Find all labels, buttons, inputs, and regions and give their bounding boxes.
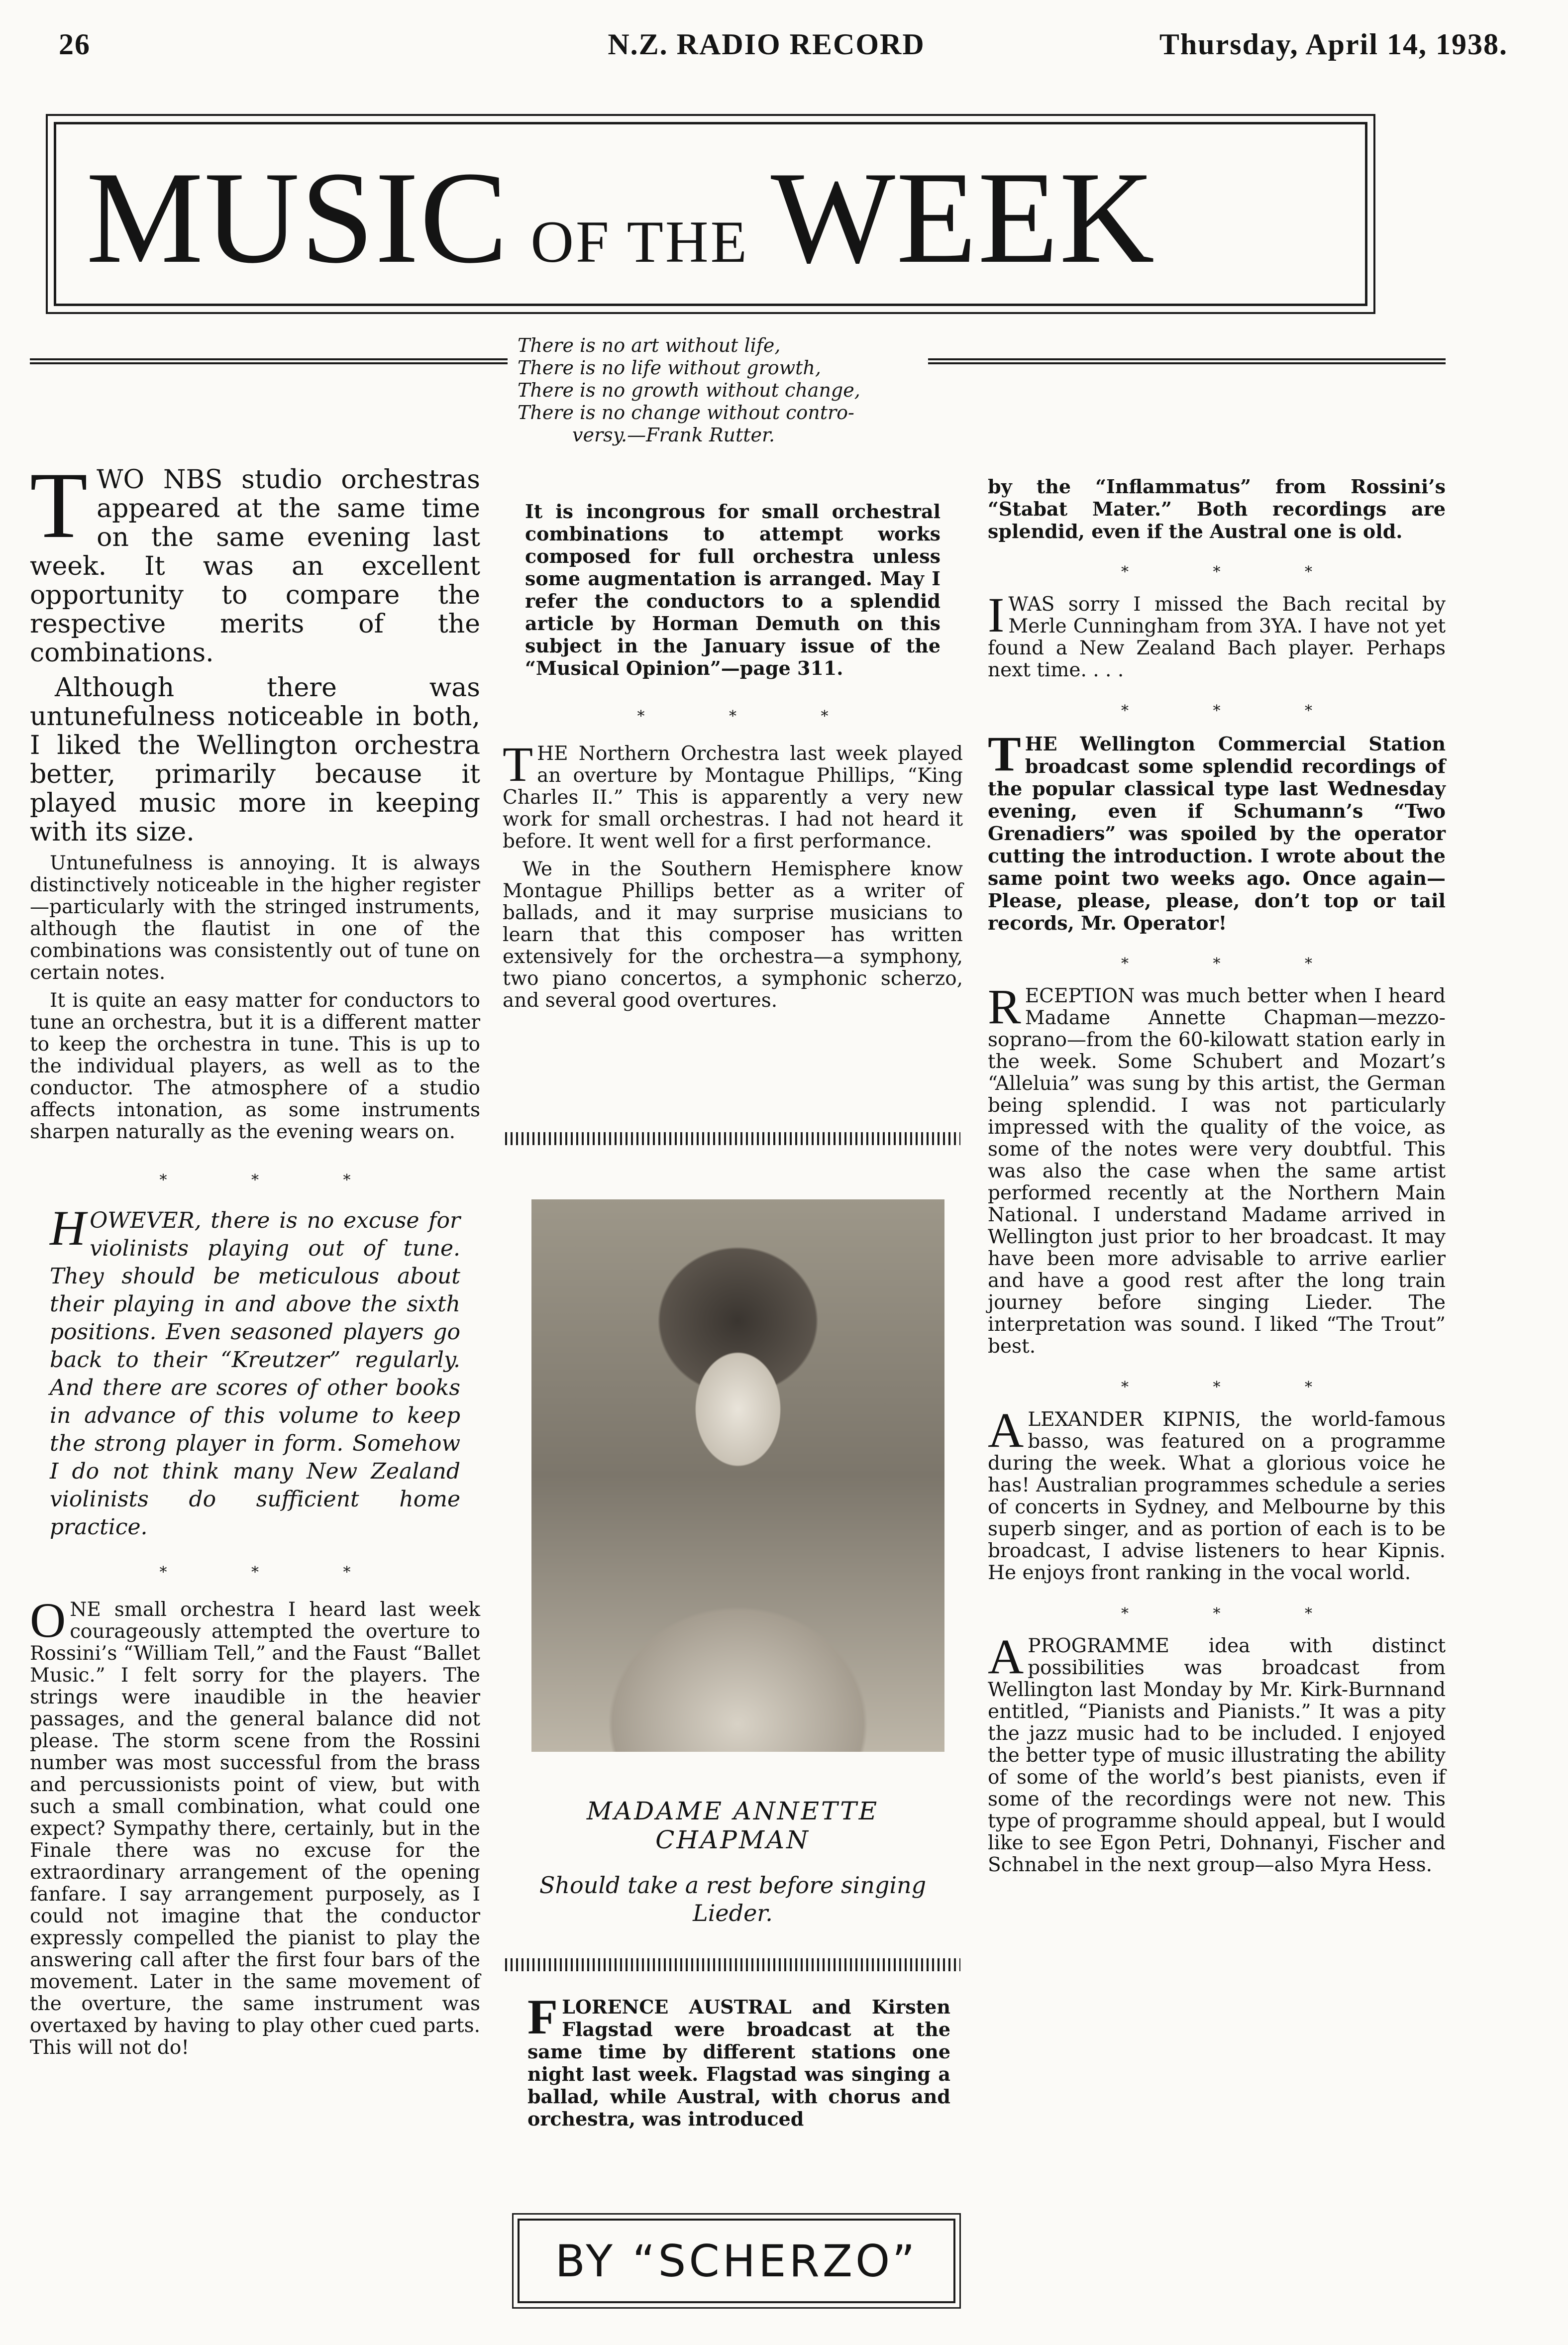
column-1 [30,453,480,2065]
italic-note [30,1200,480,1541]
epigraph-line: There is no life without growth, [518,357,821,379]
hatch-rule [505,1132,960,1145]
banner-word-of-the: OF THE [530,209,749,275]
article-intro [30,453,480,847]
paragraph [988,1402,1446,1584]
rule-right [928,358,1446,364]
epigraph-line: versy.—Frank Rutter. [572,424,775,446]
caption-line: CHAPMAN [655,1825,810,1854]
paragraph: It is quite an easy matter for conductors to tune an orchestra, but it is a different matter to keep the orchestra in tune. This is up to the individual players, as well as to the conductor. The atmosphere of a studio affects intonation, as some instruments sharpen naturally as the evening wears on. [30,989,480,1143]
caption-line: Should take a rest before singing [539,1872,927,1899]
paragraph-text: HE Northern Orchestra last week played an overture by Montague Phillips, “King Charles II.” This is apparently a very new work for small orchestras. I had not heard it before. It went well for a first performance. [503,743,963,853]
paragraph-text: NE small orchestra I heard last week courageously attempted the overture to Rossini’s “William Tell,” and the Faust “Ballet Music.” I felt sorry for the players. The strings were inaudible in the heavier passages, and the general balance did not please. The storm scene from the Rossini number was most successful from the brass and percussionists point of view, but with such a small combination, what could one expect? Sympathy there, certainly, but in the Finale there was no excuse for the extraordinary arrangement of the opening fanfare. I say arrangement purposely, as I could not imagine that the conductor expressly compelled the pianist to play the answering call after the first four bars of the movement. Later in the same movement of the overture, the same instrument was overtaxed by having to play other cued parts. This will not do! [30,1599,480,2059]
photo-caption-name [505,1797,960,1854]
paragraph-text: LEXANDER KIPNIS, the world-famous basso, was featured on a programme during the week. What a glorious voice he has! Australian programmes schedule a series of concerts in Sydney, and Melbourne by this superb singer, and as portion of each is to be broadcast, I advise listeners to hear Kipnis. He enjoys front ranking in the vocal world. [988,1408,1446,1584]
portrait-photo [531,1199,944,1752]
paragraph [503,737,963,853]
section-divider: * * * [1121,563,1353,581]
section-divider: * * * [159,1564,391,1581]
bold-note: It is incongrous for small orchestral combinations to attempt works composed for full orchestra unless some augmentation is arranged. May I refer the conductors to a splendid article by Horman Demuth on this subject in the January issue of the “Musical Opinion”—page 311. [525,500,941,679]
paragraph: Although there was untunefulness noticeable in both, I liked the Wellington orchestra better, primarily because it played music more in keeping with its size. [30,673,480,847]
issue-date: Thursday, April 14, 1938. [1159,28,1508,61]
paragraph-cap: O [30,1593,66,1648]
paragraph-text: ECEPTION was much better when I heard Madame Annette Chapman—mezzo-soprano—from the 60-kilowatt station early in the week. Some Schubert and Mozart’s “Alleluia” was sung by this artist, the German being splendid. I was not particularly impressed with the quality of the voice, as some of the notes were very doubtful. This was also the case when the same artist performed recently at the Northern Main National. I understand Madame arrived in Wellington just prior to her broadcast. It may have been more advisable to arrive earlier and have a good rest after the long train journey before singing Lieder. The interpretation was sound. I liked “The Trout” best. [988,985,1446,1358]
section-divider: * * * [1121,1379,1353,1396]
page-number: 26 [59,28,91,61]
section-divider: * * * [1121,702,1353,720]
paragraph-text: PROGRAMME idea with distinct possibilities was broadcast from Wellington last Monday by Mr. Kirk-Burnnand entitled, “Pianists and Pianists.” It was a pity the jazz music had to be included. I enjoyed the better type of music illustrating the ability of some of the world’s best pianists, even if some of the recordings were not new. This type of programme should appeal, but I would like to see Egon Petri, Dohnanyi, Fischer and Schnabel in the next group—also Myra Hess. [988,1635,1446,1876]
section-banner [54,122,1367,306]
caption-line: Lieder. [693,1900,773,1926]
paragraph [527,1989,950,2130]
paragraph [988,587,1446,681]
austral-note [527,1989,950,2136]
section-divider: * * * [637,708,868,725]
epigraph-line: There is no change without contro- [518,402,854,424]
section-divider: * * * [1121,1605,1353,1622]
banner-word-week: WEEK [770,145,1156,291]
intro-text: WO NBS studio orchestras appeared at the same time on the same evening last week. It was an excellent opportunity to compare the respective merits of the combinations. [30,465,480,668]
paragraph [988,1629,1446,1876]
paragraph-cap: T [503,737,533,792]
rule-left [30,358,508,364]
banner-title [86,145,1156,291]
author-byline: BY “SCHERZO” [518,2219,955,2303]
paragraph-text: WAS sorry I missed the Bach recital by Merle Cunningham from 3YA. I have not yet found a New Zealand Bach player. Perhaps next time. . . . [988,593,1446,681]
italic-text: OWEVER, there is no excuse for violinists playing out of tune. They should be meticulous about their playing in and above the sixth positions. Even seasoned players go back to their “Kreutzer” regularly. And there are scores of other books in advance of this volume to keep the strong player in form. Somehow I do not think many New Zealand violinists do sufficient home practice. [50,1208,460,1540]
epigraph [518,334,965,446]
paragraph [988,726,1446,934]
paragraph: by the “Inflammatus” from Rossini’s “Stabat Mater.” Both recordings are splendid, even if the Austral one is old. [988,475,1446,542]
paragraph-cap: R [988,979,1021,1034]
paragraph-cap: A [988,1402,1024,1458]
paragraph-cap: F [527,1989,558,2044]
paragraph-cap: T [988,726,1021,781]
photo-caption-text [505,1871,960,1927]
paragraph-cap: A [988,1629,1024,1684]
caption-line: MADAME ANNETTE [586,1797,879,1825]
paragraph [30,1593,480,2059]
column-2 [503,500,963,1018]
drop-cap: T [30,453,88,558]
section-divider: * * * [159,1172,391,1189]
italic-cap: H [50,1200,86,1256]
paragraph: Untunefulness is annoying. It is always distinctively noticeable in the higher register—particularly with the stringed instruments, although the flautist in one of the combinations was consistently out of tune on certain notes. [30,852,480,984]
epigraph-line: There is no art without life, [518,334,781,356]
paragraph: We in the Southern Hemisphere know Montague Phillips better as a writer of ballads, and it may surprise musicians to learn that this composer has written extensively for the orchestra—a symphony, two piano concertos, a symphonic scherzo, and several good overtures. [503,858,963,1012]
paragraph [988,979,1446,1358]
banner-word-music: MUSIC [86,145,509,291]
paragraph-text: HE Wellington Commercial Station broadcast some splendid recordings of the popular classical type last Wednesday evening, even if Schumann’s “Two Grenadiers” was spoiled by the operator cutting the introduction. I wrote about the same point two weeks ago. Once again—Please, please, please, don’t top or tail records, Mr. Operator! [988,733,1446,934]
paragraph-cap: I [988,587,1005,642]
publication-name: N.Z. RADIO RECORD [608,28,925,61]
epigraph-line: There is no growth without change, [518,379,860,401]
hatch-rule [505,1958,960,1971]
paragraph-text: LORENCE AUSTRAL and Kirsten Flagstad were broadcast at the same time by different stations one night last week. Flagstad was singing a ballad, while Austral, with chorus and orchestra, was introduced [527,1996,950,2130]
column-3 [988,475,1446,1882]
section-divider: * * * [1121,955,1353,972]
